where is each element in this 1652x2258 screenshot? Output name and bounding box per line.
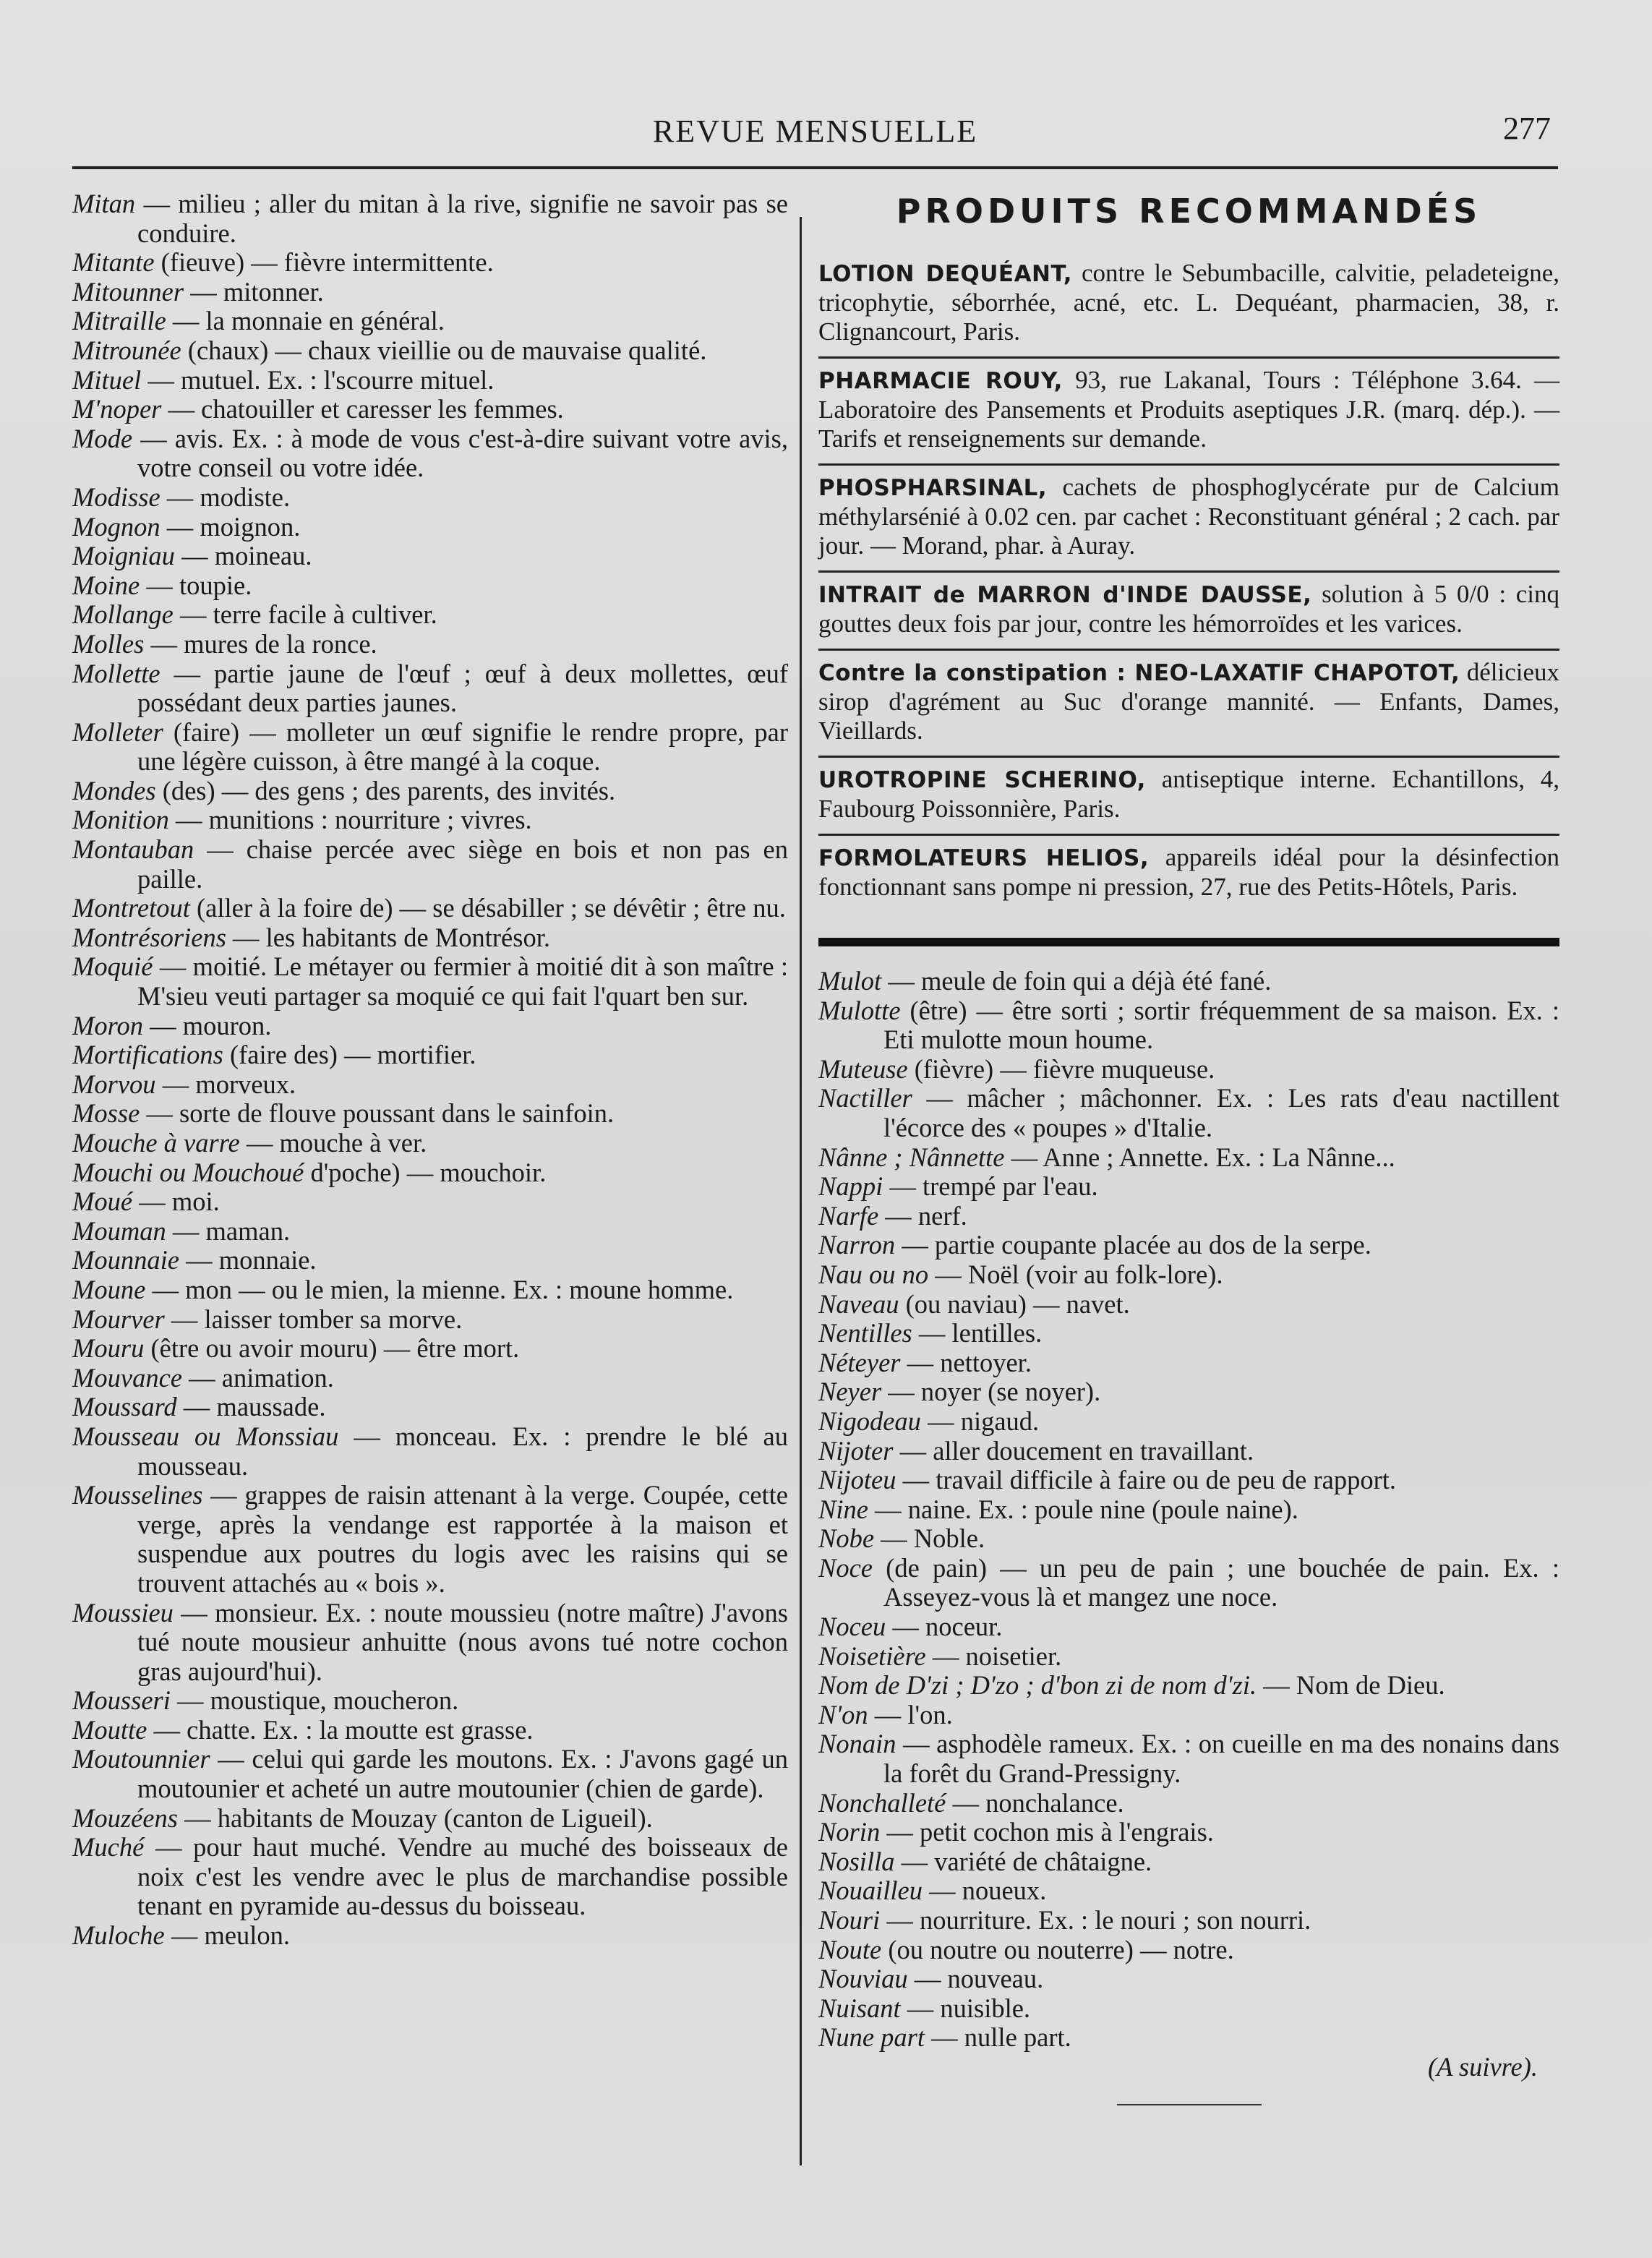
dictionary-entry [72,1422,788,1481]
dictionary-entry [818,1319,1559,1348]
entry-headword: Mode [72,423,133,453]
entry-headword: Montrésoriens [72,922,226,952]
dictionary-entry [72,923,788,953]
entry-definition: — sorte de flouve poussant dans le sainfoin. [146,1098,615,1129]
dictionary-entry [818,1172,1559,1202]
entry-headword: Moué [72,1186,133,1217]
entry-headword: Noceu [818,1612,886,1642]
entry-definition: — noyer (se noyer). [888,1377,1101,1407]
ad-text: cachets de phosphoglycérate pur de Calcium méthylarsénié à 0.02 cen. par cachet : Reconstituant général ; 2 cach. par jour. — Morand, phar. à Auray. [818,473,1559,560]
dictionary-entry [818,1495,1559,1525]
dictionary-entry [818,1936,1559,1965]
entry-definition: — partie coupante placée au dos de la serpe. [902,1230,1371,1260]
dictionary-entry [72,952,788,1011]
dictionary-entry [72,395,788,424]
ad-text: antiseptique interne. Echantillons, 4, Faubourg Poissonnière, Paris. [818,765,1560,823]
entry-headword: Mitan [72,189,136,218]
entry-headword: Nonain [818,1729,896,1759]
dictionary-entry [818,1701,1559,1730]
entry-definition: — nettoyer. [907,1347,1032,1377]
entry-headword: Nijoteu [818,1465,896,1495]
entry-definition: — celui qui garde les moutons. Ex. : J'avons gagé un moutounier et acheté un autre moutounier (chien de garde). [137,1744,788,1804]
entry-headword: Mouman [72,1215,166,1246]
entry-definition: — toupie. [146,570,252,600]
running-head-title: REVUE MENSUELLE [652,114,978,149]
entry-headword: Noute [818,1934,882,1964]
entry-definition: (ou noutre ou nouterre) — notre. [888,1934,1234,1964]
dictionary-entry [818,1876,1559,1906]
entry-headword: Nânne ; Nânnette [818,1142,1005,1172]
right-column [818,189,1559,2105]
entry-definition: (aller à la foire de) — se désabiller ; se dévêtir ; être nu. [197,893,786,923]
entry-headword: Nentilles [818,1318,912,1348]
entry-headword: Nouviau [818,1964,908,1994]
dictionary-entry [818,996,1559,1055]
advertisement [818,756,1559,834]
dictionary-entry [818,1202,1559,1231]
entry-headword: Nosilla [818,1846,895,1876]
entry-headword: Muteuse [818,1053,908,1084]
entry-definition: — travail difficile à faire ou de peu de rapport. [902,1465,1396,1495]
entry-definition: — moitié. Le métayer ou fermier à moitié dit à son maître : M'sieu veuti partager sa moquié ce qui fait l'quart ben sur. [137,951,789,1012]
dictionary-entry [72,1246,788,1275]
entry-definition: — mitonner. [190,276,324,307]
entry-headword: Mouru [72,1333,145,1364]
dictionary-entry [72,1217,788,1246]
ad-brand: INTRAIT de MARRON d'INDE DAUSSE, [818,582,1312,608]
entry-definition: — animation. [189,1362,334,1393]
entry-definition: — Nom de Dieu. [1263,1670,1445,1701]
dictionary-entry [72,630,788,659]
entry-headword: Nobe [818,1523,875,1554]
entry-definition: — l'on. [874,1699,953,1729]
ad-brand: FORMOLATEURS HELIOS, [818,845,1150,871]
entry-headword: Muché [72,1832,145,1863]
entry-headword: Nactiller [818,1083,912,1113]
entry-definition: — moineau. [181,541,312,571]
entry-headword: Nappi [818,1171,883,1202]
dictionary-entry [818,1789,1559,1818]
section-divider [818,938,1559,946]
entry-headword: Néteyer [818,1347,901,1377]
entry-definition: (fieuve) — fièvre intermittente. [161,247,494,278]
ad-brand: UROTROPINE SCHERINO, [818,767,1146,793]
entry-headword: Narron [818,1230,896,1260]
dictionary-entry [72,248,788,278]
dictionary-entry [72,1686,788,1716]
dictionary-entry [72,1481,788,1598]
to-be-continued: (A suivre). [1427,2051,1538,2082]
entry-definition: — maman. [172,1215,291,1246]
entry-headword: Neyer [818,1377,882,1407]
ad-text: appareils idéal pour la désinfection fonctionnant sans pompe ni pression, 27, rue des Petits-Hôtels, Paris. [818,843,1560,901]
dictionary-entry [818,1437,1559,1466]
entry-headword: Naveau [818,1288,899,1319]
dictionary-entry [818,1260,1559,1290]
entry-headword: Nine [818,1494,868,1524]
entry-definition: — pour haut muché. Vendre au muché des boisseaux de noix c'est les vendre avec le plus de marchandise possible tenant en pyramide au-dessus du boisseau. [137,1832,789,1921]
entry-definition: (faire) — molleter un œuf signifie le rendre propre, par une légère cuisson, à être mangé à la coque. [137,717,789,777]
entry-headword: Moron [72,1010,144,1040]
dictionary-entry [72,600,788,630]
entry-definition: — nulle part. [931,2022,1071,2053]
entry-definition: — meulon. [171,1920,291,1951]
dictionary-entry [72,278,788,307]
entry-headword: Moine [72,570,140,600]
dictionary-entry [72,571,788,601]
entry-definition: — chatte. Ex. : la moutte est grasse. [153,1714,534,1745]
dictionary-entry [72,835,788,894]
advertisement [818,649,1559,756]
ad-brand: PHARMACIE ROUY, [818,368,1063,394]
entry-definition: — noisetier. [932,1641,1062,1671]
entry-definition: — mures de la ronce. [150,628,377,659]
dictionary-entry [72,1364,788,1393]
ads-list [818,252,1559,912]
entry-headword: Moigniau [72,541,175,571]
column-divider [800,217,802,2165]
entry-headword: Mognon [72,511,161,542]
entry-headword: Mondes [72,775,156,805]
dictionary-entry [818,1906,1559,1936]
entry-definition: (être ou avoir mouru) — être mort. [150,1333,520,1364]
entry-definition: — modiste. [166,482,291,512]
dictionary-entry [72,1275,788,1305]
entry-headword: Nijoter [818,1435,894,1466]
dictionary-entry [72,1158,788,1188]
entry-definition: — mon — ou le mien, la mienne. Ex. : moune homme. [152,1274,734,1304]
dictionary-entry [72,1070,788,1100]
entry-headword: Mounnaie [72,1245,179,1275]
entry-definition: — munitions : nourriture ; vivres. [175,805,532,835]
entry-definition: — monceau. Ex. : prendre le blé au mousseau. [137,1421,789,1481]
entry-headword: Mouchi ou Mouchoué [72,1157,304,1187]
dictionary-entry [818,1554,1559,1612]
dictionary-entry [72,805,788,835]
entry-definition: — variété de châtaigne. [901,1846,1152,1876]
entry-definition: (être) — être sorti ; sortir fréquemment de sa maison. Ex. : Eti mulotte moun houme. [883,995,1560,1055]
entry-definition: — avis. Ex. : à mode de vous c'est-à-dire suivant votre avis, votre conseil ou votre idée. [137,423,788,483]
entry-headword: Moutte [72,1714,147,1745]
entry-definition: (des) — des gens ; des parents, des invités. [162,775,616,805]
dictionary-entry [72,1040,788,1070]
dictionary-entry [818,1377,1559,1407]
entry-definition: — chaise percée avec siège en bois et non pas en paille. [137,834,788,894]
dictionary-entry [72,483,788,513]
entry-definition: — moi. [139,1186,220,1217]
entry-headword: Norin [818,1817,881,1847]
section-title: PRODUITS RECOMMANDÉS [896,192,1482,231]
dictionary-entry [818,1290,1559,1320]
entry-headword: Noisetière [818,1641,926,1671]
dictionary-entry [72,1833,788,1921]
dictionary-entry [72,1099,788,1129]
entry-definition: — nuisible. [907,1993,1031,2023]
dictionary-entry [72,336,788,366]
ad-brand: Contre la constipation : NEO-LAXATIF CHAPOTOT, [818,660,1460,686]
dictionary-entry [72,307,788,336]
entry-headword: Morvou [72,1069,156,1099]
entry-definition: — nouveau. [914,1964,1044,1994]
advertisement [818,463,1559,570]
page-number: 277 [1503,111,1551,146]
entry-headword: Mouvance [72,1362,183,1393]
entry-definition: — meule de foin qui a déjà été fané. [888,966,1272,996]
entry-headword: Mulot [818,966,882,996]
ad-text: délicieux sirop d'agrément au Suc d'orange mannité. — Enfants, Dames, Vieillards. [818,658,1559,745]
dictionary-entry [818,1642,1559,1672]
dictionary-entry [72,1745,788,1803]
entry-definition: — nerf. [885,1200,967,1231]
entry-definition: — noueux. [929,1876,1047,1906]
entry-headword: Mitraille [72,306,166,336]
entry-definition: — Noël (voir au folk-lore). [935,1259,1223,1289]
entry-definition: — la monnaie en général. [172,306,445,336]
dictionary-entry [818,1964,1559,1994]
dictionary-entry [818,1407,1559,1437]
entry-headword: Nonchalleté [818,1787,946,1818]
entry-definition: — mouron. [150,1010,272,1040]
dictionary-entry [72,1187,788,1217]
entry-definition: (ou naviau) — navet. [905,1288,1130,1319]
entry-headword: Mollette [72,658,161,688]
entry-definition: — monsieur. Ex. : noute moussieu (notre maître) J'avons tué noute mousieur anhuitte (nous avons tué notre cochon gras aujourd'hui). [137,1597,788,1686]
entry-headword: Mousseau ou Monssiau [72,1421,339,1451]
dictionary-entry [72,1393,788,1422]
end-rule [1117,2104,1262,2105]
dictionary-entry [818,1143,1559,1173]
dictionary-entry [72,894,788,923]
entry-definition: — terre facile à cultiver. [180,599,437,630]
entry-definition: — morveux. [162,1069,296,1099]
dictionary-entry [72,513,788,542]
advertisement [818,834,1559,912]
dictionary-entry [818,1055,1559,1085]
dictionary-entry [72,1012,788,1041]
entry-headword: Moquié [72,951,153,982]
entry-headword: Molles [72,628,145,659]
ad-text: solution à 5 0/0 : cinq gouttes deux fois par jour, contre les hémorroïdes et les varices. [818,580,1559,638]
dictionary-entry [818,2023,1559,2053]
ad-brand: PHOSPHARSINAL, [818,475,1048,501]
dictionary-entry [72,1305,788,1335]
dictionary-entry [818,1729,1559,1788]
dictionary-entry [818,1466,1559,1495]
dictionary-entry [72,189,788,248]
advertisement [818,356,1559,463]
entry-headword: Noce [818,1552,873,1583]
right-entries [818,967,1559,2053]
entry-headword: Mollange [72,599,174,630]
entry-headword: Mousseri [72,1685,171,1716]
entry-definition: — petit cochon mis à l'engrais. [886,1817,1214,1847]
dictionary-entry [818,1084,1559,1142]
ad-brand: LOTION DEQUÉANT, [818,261,1073,287]
entry-definition: — asphodèle rameux. Ex. : on cueille en ma des nonains dans la forêt du Grand-Pressigny. [883,1729,1559,1789]
entry-definition: — naine. Ex. : poule nine (poule naine). [875,1494,1298,1524]
entry-definition: — trempé par l'eau. [889,1171,1098,1202]
entry-definition: — chatouiller et caresser les femmes. [168,394,564,424]
entry-headword: Montauban [72,834,194,865]
entry-definition: (faire des) — mortifier. [229,1040,476,1070]
entry-headword: Moussard [72,1392,177,1422]
entry-definition: — noceur. [892,1612,1003,1642]
entry-headword: Mosse [72,1098,140,1129]
dictionary-entry [818,967,1559,996]
entry-headword: Muloche [72,1920,165,1951]
entry-headword: Molleter [72,717,163,747]
dictionary-entry [818,1348,1559,1378]
entry-headword: Montretout [72,893,190,923]
entry-headword: Moutounnier [72,1744,210,1774]
dictionary-entry [72,1599,788,1687]
entry-definition: — habitants de Mouzay (canton de Ligueil). [184,1802,653,1833]
entry-definition: — Anne ; Annette. Ex. : La Nânne... [1011,1142,1395,1172]
dictionary-entry [818,1524,1559,1554]
entry-headword: Narfe [818,1200,879,1231]
dictionary-entry [818,1818,1559,1847]
entry-headword: Mouzéens [72,1802,178,1833]
dictionary-entry [818,1231,1559,1260]
left-column [72,189,788,1951]
entry-headword: M'noper [72,394,162,424]
dictionary-entry [72,1716,788,1745]
dictionary-entry [72,777,788,806]
dictionary-entry [72,659,788,718]
entry-headword: Nigodeau [818,1406,921,1436]
dictionary-entry [72,542,788,571]
entry-headword: Mourver [72,1304,165,1334]
dictionary-entry [72,1921,788,1951]
entry-headword: Mulotte [818,995,901,1025]
entry-definition: — moustique, moucheron. [176,1685,459,1716]
entry-definition: — monnaie. [186,1245,317,1275]
dictionary-entry [818,1612,1559,1642]
dictionary-entry [818,1671,1559,1701]
dictionary-entry [72,366,788,395]
dictionary-entry [72,424,788,483]
entry-headword: Modisse [72,482,161,512]
entry-definition: (chaux) — chaux vieillie ou de mauvaise qualité. [187,335,707,365]
entry-definition: — les habitants de Montrésor. [233,922,550,952]
entry-definition: — aller doucement en travaillant. [899,1435,1254,1466]
entry-headword: Mitrounée [72,335,181,365]
entry-headword: Nune part [818,2022,925,2053]
entry-definition: — partie jaune de l'œuf ; œuf à deux mollettes, œuf possédant deux parties jaunes. [137,658,788,718]
entry-headword: Moussieu [72,1597,174,1628]
entry-headword: Mousselines [72,1480,203,1510]
entry-headword: Nouailleu [818,1876,923,1906]
entry-headword: Mitounner [72,276,184,307]
entry-definition: — mâcher ; mâchonner. Ex. : Les rats d'eau nactillent l'écorce des « poupes » d'Italie. [883,1083,1559,1142]
entry-definition: (fièvre) — fièvre muqueuse. [914,1053,1215,1084]
entry-headword: N'on [818,1699,868,1729]
entry-definition: — grappes de raisin attenant à la verge. Coupée, cette verge, après la vendange est rapportée à la maison et suspendue aux poutres du logis avec les raisins qui se trouvent attachés au « bois ». [137,1480,789,1598]
entry-definition: — nonchalance. [952,1787,1124,1818]
entry-headword: Nouri [818,1905,881,1935]
dictionary-entry [72,1334,788,1364]
entry-definition: — maussade. [183,1392,326,1422]
dictionary-entry [818,1847,1559,1877]
entry-definition: — laisser tomber sa morve. [171,1304,463,1334]
entry-headword: Nuisant [818,1993,901,2023]
entry-headword: Moune [72,1274,146,1304]
entry-definition: — nourriture. Ex. : le nouri ; son nourri. [886,1905,1311,1935]
running-header [72,108,1558,169]
entry-headword: Mouche à varre [72,1128,240,1158]
entry-definition: — mutuel. Ex. : l'scourre mituel. [147,364,495,395]
entry-definition: — nigaud. [928,1406,1040,1436]
entry-definition: — Noble. [881,1523,985,1554]
advertisement [818,570,1559,649]
entry-headword: Mortifications [72,1040,223,1070]
entry-definition: (de pain) — un peu de pain ; une bouchée de pain. Ex. : Asseyez-vous là et mangez une noce. [883,1552,1560,1612]
dictionary-entry [72,1804,788,1834]
entry-definition: d'poche) — mouchoir. [310,1157,547,1187]
entry-headword: Monition [72,805,169,835]
entry-headword: Nom de D'zi ; D'zo ; d'bon zi de nom d'zi. [818,1670,1257,1701]
dictionary-entry [72,718,788,777]
dictionary-entry [818,1994,1559,2024]
entry-definition: — mouche à ver. [246,1128,427,1158]
entry-headword: Nau ou no [818,1259,929,1289]
ad-text: contre le Sebumbacille, calvitie, peladeteigne, tricophytie, séborrhée, acné, etc. L. Dequéant, pharmacien, 38, r. Clignancourt, Paris. [818,259,1559,346]
entry-headword: Mituel [72,364,142,395]
entry-definition: — lentilles. [918,1318,1043,1348]
dictionary-entry [72,1129,788,1158]
entry-definition: — milieu ; aller du mitan à la rive, signifie ne savoir pas se conduire. [137,189,788,248]
ad-text: 93, rue Lakanal, Tours : Téléphone 3.64. — Laboratoire des Pansements et Produits aseptiques J.R. (marq. dép.). — Tarifs et renseignements sur demande. [818,366,1560,453]
entry-headword: Mitante [72,247,155,278]
advertisement [818,252,1559,356]
entry-definition: — moignon. [166,511,301,542]
